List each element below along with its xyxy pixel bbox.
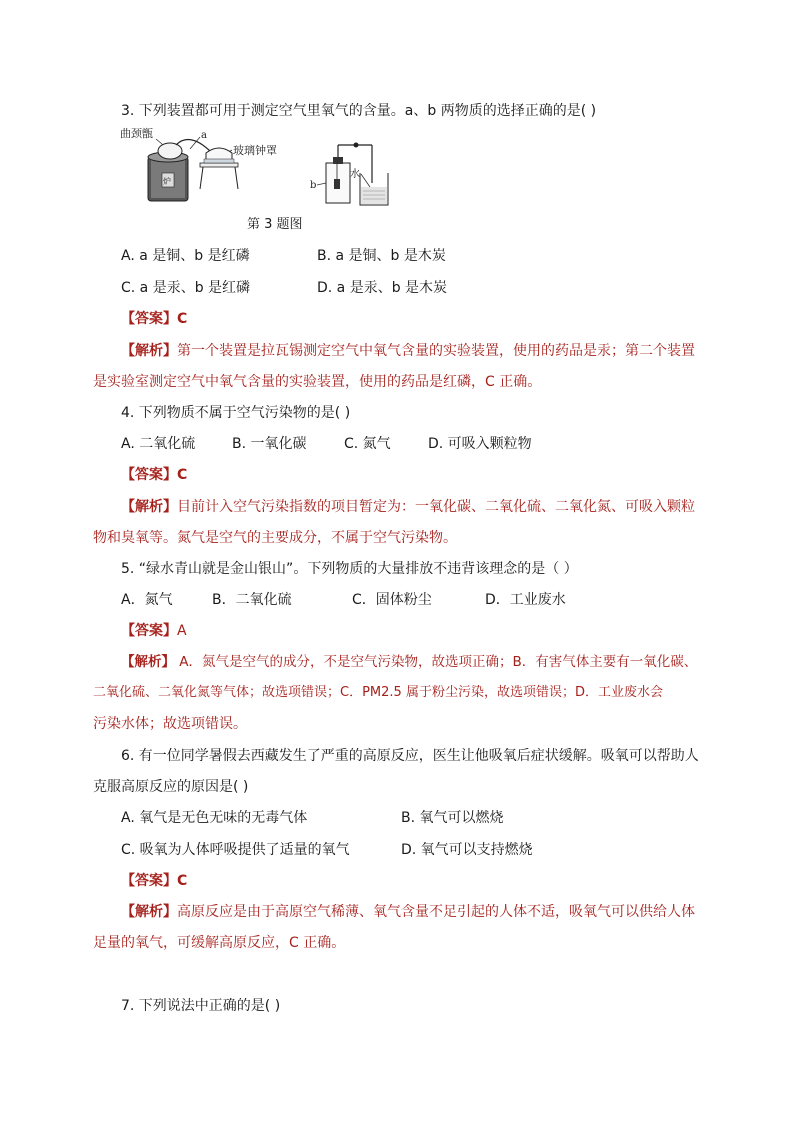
q3-option-a: A. a 是铜、b 是红磷 <box>121 248 250 264</box>
answer-tag: 【答案】 <box>121 873 177 889</box>
analysis-text: A．氮气是空气的成分，不是空气污染物，故选项正确；B．有害气体主要有一氧化碳、 <box>175 654 698 670</box>
label-retort: 曲颈甑 <box>120 127 153 140</box>
q5-option-d: D．工业废水 <box>485 592 566 608</box>
q3-answer <box>121 309 187 329</box>
q4-stem: 4. 下列物质不属于空气污染物的是( ) <box>121 405 351 421</box>
figure-caption: 第 3 题图 <box>247 217 303 232</box>
q4-option-a: A. 二氧化硫 <box>121 436 196 452</box>
q5-stem: 5. “绿水青山就是金山银山”。下列物质的大量排放不违背该理念的是（ ） <box>121 561 578 577</box>
analysis-text: 目前计入空气污染指数的项目暂定为：一氧化碳、二氧化硫、二氧化氮、可吸入颗粒 <box>177 499 695 515</box>
q5-analysis-line-2: 二氧化硫、二氧化氮等气体；故选项错误；C．PM2.5 属于粉尘污染，故选项错误；D．工业废水会 <box>93 685 663 700</box>
q5-analysis-line-3: 污染水体；故选项错误。 <box>93 716 247 732</box>
q6-option-c: C. 吸氧为人体呼吸提供了适量的氧气 <box>121 842 350 858</box>
q5-option-a: A．氮气 <box>121 592 173 608</box>
q5-option-c: C．固体粉尘 <box>352 592 432 608</box>
q6-answer <box>121 871 187 891</box>
q4-answer <box>121 465 187 485</box>
q4-option-b: B. 一氧化碳 <box>232 436 307 452</box>
q4-analysis-line-1 <box>121 497 695 517</box>
answer-tag: 【答案】 <box>121 467 177 483</box>
q6-stem-line-1: 6. 有一位同学暑假去西藏发生了严重的高原反应，医生让他吸氧后症状缓解。吸氧可以帮助人 <box>121 748 699 764</box>
label-furnace: 炉 <box>163 177 171 186</box>
answer-tag: 【答案】 <box>121 311 177 327</box>
q5-analysis-line-1 <box>121 652 697 672</box>
answer-value: C <box>177 873 188 889</box>
analysis-tag: 【解析】 <box>121 904 177 920</box>
q5-option-b: B．二氧化硫 <box>212 592 292 608</box>
answer-value: C <box>177 311 188 327</box>
q3-analysis-line-1 <box>121 341 695 361</box>
q3-option-c: C. a 是汞、b 是红磷 <box>121 280 251 296</box>
q4-option-c: C. 氮气 <box>344 436 391 452</box>
q6-analysis-line-2: 足量的氧气，可缓解高原反应，C 正确。 <box>93 935 346 951</box>
q6-option-a: A. 氧气是无色无味的无毒气体 <box>121 810 308 826</box>
q3-option-b: B. a 是铜、b 是木炭 <box>317 248 446 264</box>
apparatus-diagram <box>120 127 450 209</box>
q6-analysis-line-1 <box>121 902 695 922</box>
label-water: 水 <box>350 169 360 180</box>
label-bell: 玻璃钟罩 <box>233 144 277 157</box>
q3-option-d: D. a 是汞、b 是木炭 <box>317 280 448 296</box>
q4-analysis-line-2: 物和臭氧等。氮气是空气的主要成分，不属于空气污染物。 <box>93 530 457 546</box>
analysis-text: 第一个装置是拉瓦锡测定空气中氧气含量的实验装置，使用的药品是汞；第二个装置 <box>177 343 695 359</box>
q6-option-b: B. 氧气可以燃烧 <box>401 810 504 826</box>
q5-answer <box>121 621 187 641</box>
label-a: a <box>201 130 207 141</box>
q3-analysis-line-2: 是实验室测定空气中氧气含量的实验装置，使用的药品是红磷，C 正确。 <box>93 374 542 390</box>
q6-option-d: D. 氧气可以支持燃烧 <box>401 842 533 858</box>
answer-tag: 【答案】 <box>121 623 177 639</box>
label-b: b <box>310 180 317 191</box>
q7-stem: 7. 下列说法中正确的是( ) <box>121 998 281 1014</box>
q3-stem: 3. 下列装置都可用于测定空气里氧气的含量。a、b 两物质的选择正确的是( ) <box>121 103 597 119</box>
analysis-text: 高原反应是由于高原空气稀薄、氧气含量不足引起的人体不适，吸氧气可以供给人体 <box>177 904 695 920</box>
analysis-tag: 【解析】 <box>121 654 175 670</box>
q4-option-d: D. 可吸入颗粒物 <box>428 436 532 452</box>
analysis-tag: 【解析】 <box>121 499 177 515</box>
answer-value: A <box>177 623 187 639</box>
analysis-tag: 【解析】 <box>121 343 177 359</box>
q6-stem-line-2: 克服高原反应的原因是( ) <box>93 779 249 795</box>
q3-figure <box>120 127 450 209</box>
answer-value: C <box>177 467 188 483</box>
